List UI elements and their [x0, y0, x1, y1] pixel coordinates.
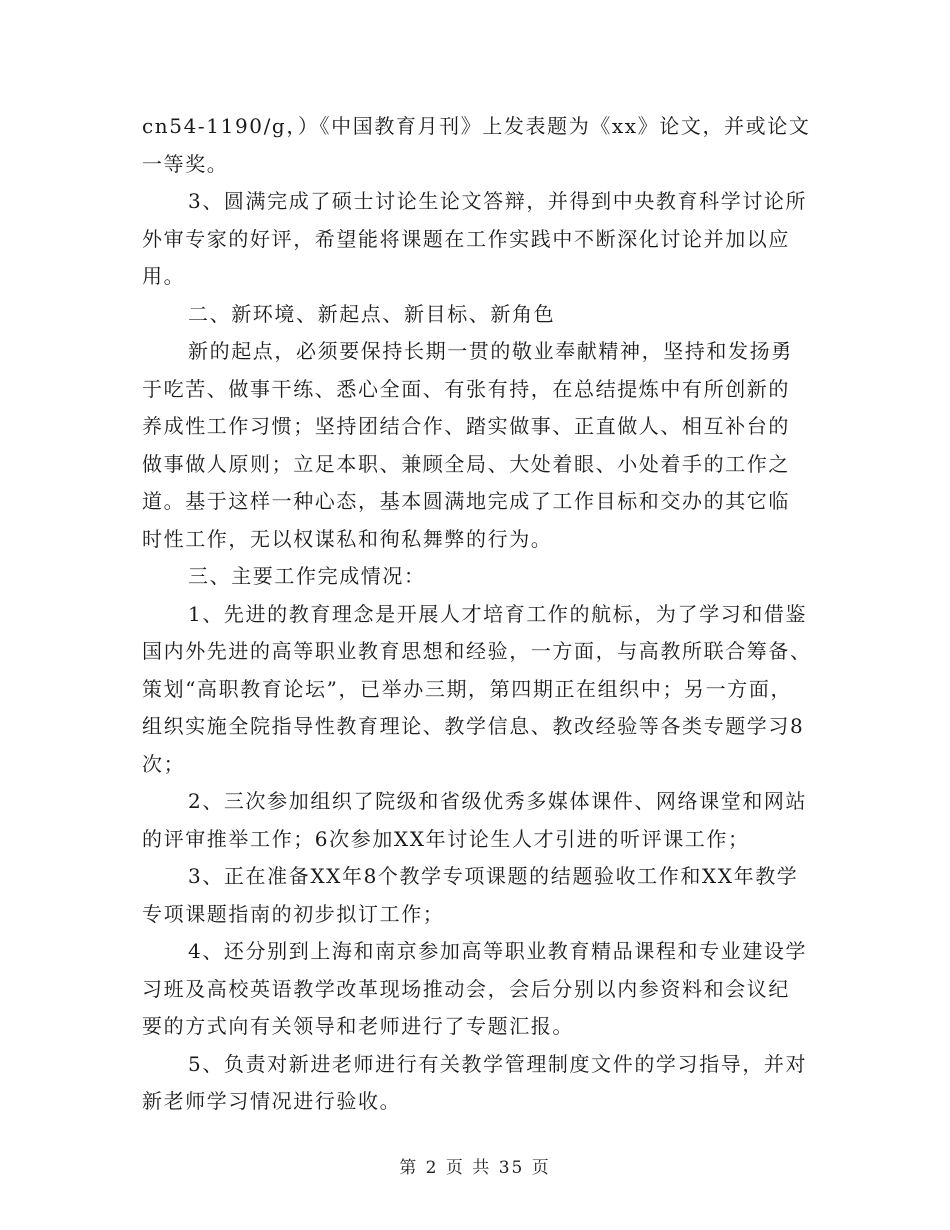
- text-line: 时性工作，无以权谋私和徇私舞弊的行为。: [142, 526, 553, 551]
- text-line: 的评审推举工作；6次参加XX年讨论生人才引进的听评课工作；: [142, 826, 750, 851]
- text-line: 4、还分别到上海和南京参加高等职业教育精品课程和专业建设学: [188, 939, 808, 963]
- text-line: 新老师学习情况进行验收。: [142, 1089, 402, 1113]
- text-line: 一等奖。: [142, 151, 229, 176]
- text-line: 要的方式向有关领导和老师进行了专题汇报。: [142, 1014, 574, 1038]
- text-line: 外审专家的好评，希望能将课题在工作实践中不断深化讨论并加以应: [142, 226, 790, 251]
- text-line: 养成性工作习惯；坚持团结合作、踏实做事、正直做人、相互补台的: [142, 414, 790, 438]
- document-body: [142, 108, 810, 1121]
- page-number-footer: 第 2 页 共 35 页: [399, 1158, 551, 1178]
- text-line: 用。: [142, 264, 186, 288]
- text-line: 专项课题指南的初步拟订工作；: [142, 901, 445, 926]
- text-line: 策划“高职教育论坛”，已举办三期，第四期正在组织中；另一方面，: [142, 676, 793, 701]
- text-line: 道。基于这样一种心态，基本圆满地完成了工作目标和交办的其它临: [142, 489, 790, 513]
- text-line: 于吃苦、做事干练、悉心全面、有张有持，在总结提炼中有所创新的: [142, 376, 790, 401]
- text-line: 1、先进的教育理念是开展人才培育工作的航标，为了学习和借鉴: [188, 601, 808, 626]
- text-line: 次；: [142, 751, 186, 776]
- text-line: 新的起点，必须要保持长期一贯的敬业奉献精神，坚持和发扬勇: [188, 339, 793, 363]
- text-line: 做事做人原则；立足本职、兼顾全局、大处着眼、小处着手的工作之: [142, 451, 790, 476]
- text-line: 国内外先进的高等职业教育思想和经验，一方面，与高教所联合筹备、: [142, 639, 812, 663]
- text-line: 3、圆满完成了硕士讨论生论文答辩，并得到中央教育科学讨论所: [188, 189, 808, 213]
- section-heading: 三、主要工作完成情况：: [188, 564, 426, 588]
- text-line: 2、三次参加组织了院级和省级优秀多媒体课件、网络课堂和网站: [188, 789, 808, 813]
- text-line: 习班及高校英语教学改革现场推动会，会后分别以内参资料和会议纪: [142, 976, 790, 1001]
- text-line: 3、正在准备XX年8个教学专项课题的结题验收工作和XX年教学: [188, 864, 799, 888]
- text-line: 5、负责对新进老师进行有关教学管理制度文件的学习指导，并对: [188, 1051, 808, 1076]
- text-line: 组织实施全院指导性教育理论、教学信息、教改经验等各类专题学习8: [142, 714, 805, 738]
- section-heading: 二、新环境、新起点、新目标、新角色: [188, 301, 556, 326]
- text-line: cn54-1190/g，）《中国教育月刊》上发表题为《xx》论文，并或论文: [142, 114, 811, 138]
